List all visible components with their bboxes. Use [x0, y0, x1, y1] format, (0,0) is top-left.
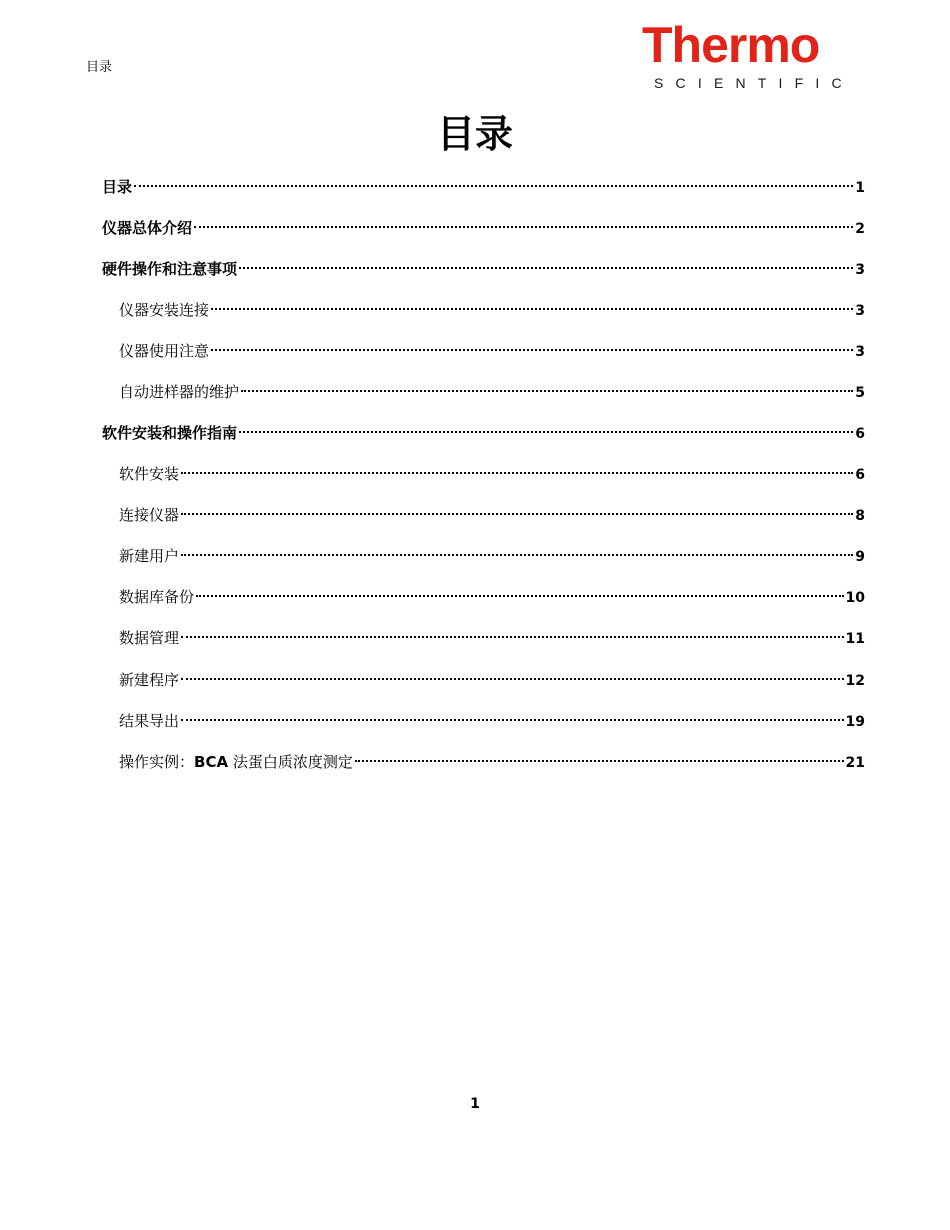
dot-leader — [181, 678, 844, 680]
dot-leader — [181, 472, 853, 474]
toc-entry-page: 19 — [845, 714, 865, 730]
toc-entry[interactable] — [102, 418, 865, 448]
toc-entry-page: 12 — [845, 673, 865, 689]
dot-leader — [196, 595, 844, 597]
toc-entry[interactable] — [119, 582, 865, 612]
page-number: 1 — [470, 1096, 480, 1112]
toc-entry[interactable] — [119, 500, 865, 530]
toc-entry-title: 数据库备份 — [119, 588, 195, 606]
toc-entry[interactable] — [119, 336, 865, 366]
dot-leader — [211, 308, 853, 310]
toc-entry-title: 新建程序 — [119, 671, 180, 689]
toc-entry-page: 3 — [855, 262, 865, 278]
dot-leader — [181, 513, 853, 515]
toc-entry-title: 仪器安装连接 — [119, 301, 210, 319]
logo-wordmark: Thermo — [642, 17, 820, 73]
toc-entry-title: 目录 — [102, 178, 133, 196]
dot-leader — [239, 267, 853, 269]
toc-title-prefix: 操作实例： — [119, 753, 195, 771]
toc-entry-title: 新建用户 — [119, 547, 180, 565]
dot-leader — [211, 349, 853, 351]
toc-entry-title: 软件安装 — [119, 465, 180, 483]
toc-entry[interactable] — [119, 295, 865, 325]
toc-entry-page: 6 — [855, 467, 865, 483]
toc-entry-title: 自动进样器的维护 — [119, 383, 240, 401]
dot-leader — [241, 390, 853, 392]
toc-entry-page: 10 — [845, 590, 865, 606]
toc-entry-page: 3 — [855, 303, 865, 319]
toc-entry[interactable] — [119, 665, 865, 695]
toc-entry-title: 仪器总体介绍 — [102, 219, 193, 237]
toc-entry-page: 3 — [855, 344, 865, 360]
toc-entry[interactable] — [119, 706, 865, 736]
toc-entry[interactable] — [119, 541, 865, 571]
toc-title-suffix: 法蛋白质浓度测定 — [228, 753, 353, 771]
logo-subline: SCIENTIFIC — [654, 75, 854, 91]
dot-leader — [194, 226, 853, 228]
toc-entry-title — [119, 747, 353, 777]
toc-title-bold-run: BCA — [194, 753, 229, 771]
toc-entry[interactable] — [119, 459, 865, 489]
dot-leader — [355, 760, 844, 762]
toc-entry-title: 仪器使用注意 — [119, 342, 210, 360]
toc-entry-page: 8 — [855, 508, 865, 524]
toc-entry-title: 数据管理 — [119, 629, 180, 647]
toc-entry-page: 9 — [855, 549, 865, 565]
toc-entry-page: 11 — [845, 631, 865, 647]
toc-entry-page: 21 — [845, 755, 865, 771]
toc-entry-title: 硬件操作和注意事项 — [102, 260, 238, 278]
toc-entry-page: 6 — [855, 426, 865, 442]
toc-entry[interactable] — [102, 254, 865, 284]
toc-entry-page: 5 — [855, 385, 865, 401]
dot-leader — [181, 554, 853, 556]
thermo-scientific-logo — [640, 17, 854, 96]
toc-entry[interactable] — [119, 377, 865, 407]
toc-entry-page: 2 — [855, 221, 865, 237]
toc-entry-title: 结果导出 — [119, 712, 180, 730]
toc-entry[interactable] — [119, 623, 865, 653]
toc-entry-title: 软件安装和操作指南 — [102, 424, 238, 442]
toc-entry-page: 1 — [855, 180, 865, 196]
toc-entry[interactable] — [119, 747, 865, 777]
toc-entry-title: 连接仪器 — [119, 506, 180, 524]
dot-leader — [239, 431, 853, 433]
toc-entry[interactable] — [102, 172, 865, 202]
dot-leader — [181, 636, 844, 638]
dot-leader — [181, 719, 844, 721]
page-title: 目录 — [436, 112, 513, 156]
dot-leader — [134, 185, 853, 187]
running-header: 目录 — [86, 60, 113, 75]
toc-entry[interactable] — [102, 213, 865, 243]
